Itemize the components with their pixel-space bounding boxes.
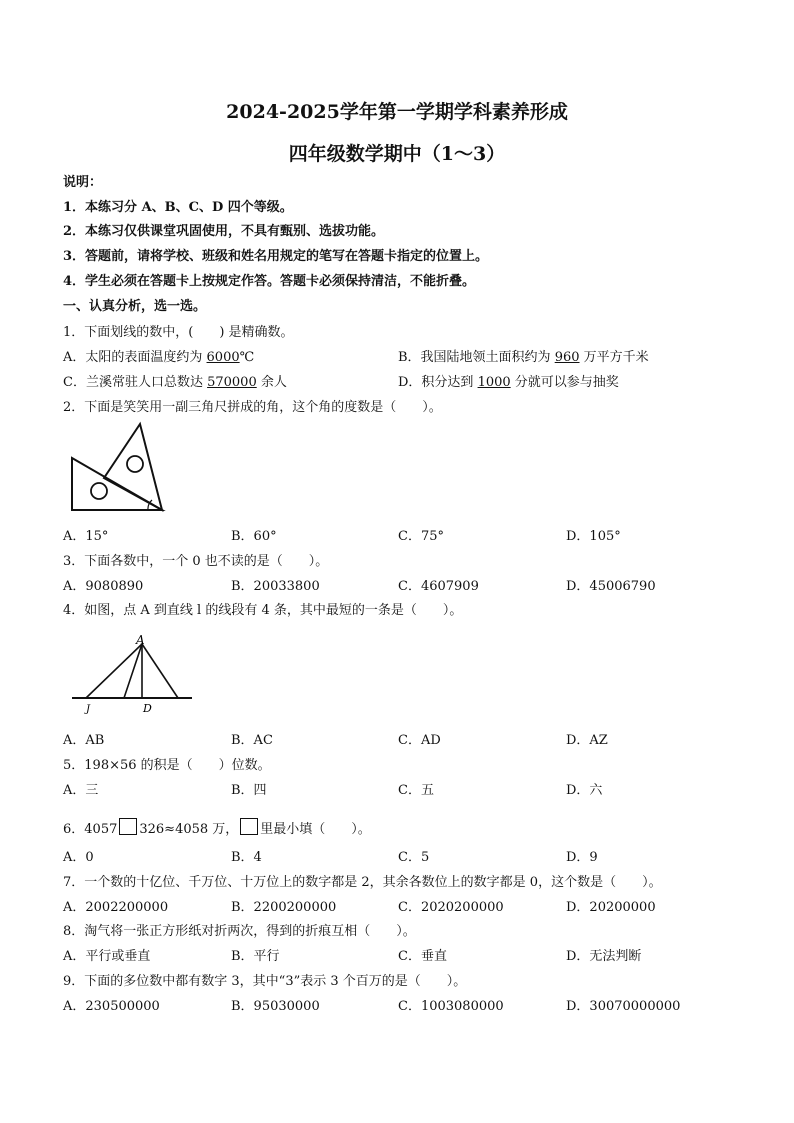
q1-option-a[interactable]: A．太阳的表面温度约为 6000℃ (63, 350, 255, 365)
q9-option-c[interactable]: C．1003080000 (398, 999, 504, 1014)
q8-option-a[interactable]: A．平行或垂直 (63, 949, 151, 964)
q6-option-a[interactable]: A．0 (63, 850, 94, 865)
q4-option-d[interactable]: D．AZ (566, 733, 608, 748)
question-6-stem: 6．4057 326≈4058 万， 里最小填（ ）。 (63, 818, 371, 838)
section-heading: 一、认真分析，选一选。 (63, 299, 207, 314)
q6-option-c[interactable]: C．5 (398, 850, 430, 865)
q8-option-d[interactable]: D．无法判断 (566, 949, 642, 964)
q4-option-c[interactable]: C．AD (398, 733, 441, 748)
question-2-stem: 2．下面是笑笑用一副三角尺拼成的角，这个角的度数是（ ）。 (63, 400, 442, 415)
note-item: 3．答题前，请将学校、班级和姓名用规定的笔写在答题卡指定的位置上。 (63, 249, 489, 264)
question-5-stem: 5．198×56 的积是（ ）位数。 (63, 758, 271, 773)
q7-option-c[interactable]: C．2020200000 (398, 900, 504, 915)
question-3-stem: 3．下面各数中，一个 0 也不读的是（ ）。 (63, 554, 329, 569)
point-a-label: A (136, 633, 145, 647)
note-item: 2．本练习仅供课堂巩固使用，不具有甄别、选拔功能。 (63, 224, 385, 239)
q3-option-a[interactable]: A．9080890 (63, 579, 144, 594)
question-8-stem: 8．淘气将一张正方形纸对折两次，得到的折痕互相（ ）。 (63, 924, 416, 939)
exam-title-line1: 2024-2025学年第一学期学科素养形成 (226, 101, 568, 123)
q7-option-b[interactable]: B．2200200000 (231, 900, 337, 915)
q9-option-a[interactable]: A．230500000 (63, 999, 160, 1014)
notes-label: 说明： (63, 175, 103, 190)
q2-option-b[interactable]: B．60° (231, 529, 277, 544)
q5-option-a[interactable]: A．三 (63, 783, 99, 798)
q7-option-a[interactable]: A．2002200000 (63, 900, 169, 915)
blank-box (119, 818, 137, 835)
q4-option-b[interactable]: B．AC (231, 733, 273, 748)
q4-option-a[interactable]: A．AB (63, 733, 105, 748)
q3-option-b[interactable]: B．20033800 (231, 579, 320, 594)
q9-option-b[interactable]: B．95030000 (231, 999, 320, 1014)
q8-option-b[interactable]: B．平行 (231, 949, 280, 964)
point-line-figure (68, 632, 193, 714)
q2-option-a[interactable]: A．15° (63, 529, 109, 544)
point-j-label: J (86, 704, 91, 714)
q3-option-c[interactable]: C．4607909 (398, 579, 479, 594)
question-4-stem: 4．如图，点 A 到直线 l 的线段有 4 条，其中最短的一条是（ ）。 (63, 603, 463, 618)
q8-option-c[interactable]: C．垂直 (398, 949, 447, 964)
blank-box (240, 818, 258, 835)
q6-option-d[interactable]: D．9 (566, 850, 598, 865)
q5-option-c[interactable]: C．五 (398, 783, 434, 798)
q2-option-d[interactable]: D．105° (566, 529, 621, 544)
exam-title-line2: 四年级数学期中（1～3） (288, 143, 506, 165)
q9-option-d[interactable]: D．30070000000 (566, 999, 681, 1014)
q5-option-b[interactable]: B．四 (231, 783, 267, 798)
q6-option-b[interactable]: B．4 (231, 850, 262, 865)
q5-option-d[interactable]: D．六 (566, 783, 603, 798)
note-item: 1．本练习分 A、B、C、D 四个等级。 (63, 200, 293, 215)
q1-option-c[interactable]: C．兰溪常驻人口总数达 570000 余人 (63, 375, 287, 390)
note-item: 4．学生必须在答题卡上按规定作答。答题卡必须保持清洁，不能折叠。 (63, 274, 476, 289)
question-1-stem: 1．下面划线的数中，( ) 是精确数。 (63, 325, 294, 340)
question-9-stem: 9．下面的多位数中都有数字 3，其中“3”表示 3 个百万的是（ ）。 (63, 974, 467, 989)
q1-option-d[interactable]: D．积分达到 1000 分就可以参与抽奖 (398, 375, 619, 390)
q3-option-d[interactable]: D．45006790 (566, 579, 656, 594)
q7-option-d[interactable]: D．20200000 (566, 900, 656, 915)
point-d-label: D (143, 702, 152, 714)
q1-option-b[interactable]: B．我国陆地领土面积约为 960 万平方千米 (398, 350, 649, 365)
triangle-rulers-figure (68, 420, 168, 515)
q2-option-c[interactable]: C．75° (398, 529, 444, 544)
question-7-stem: 7．一个数的十亿位、千万位、十万位上的数字都是 2，其余各数位上的数字都是 0，这个数是（ ）。 (63, 875, 662, 890)
